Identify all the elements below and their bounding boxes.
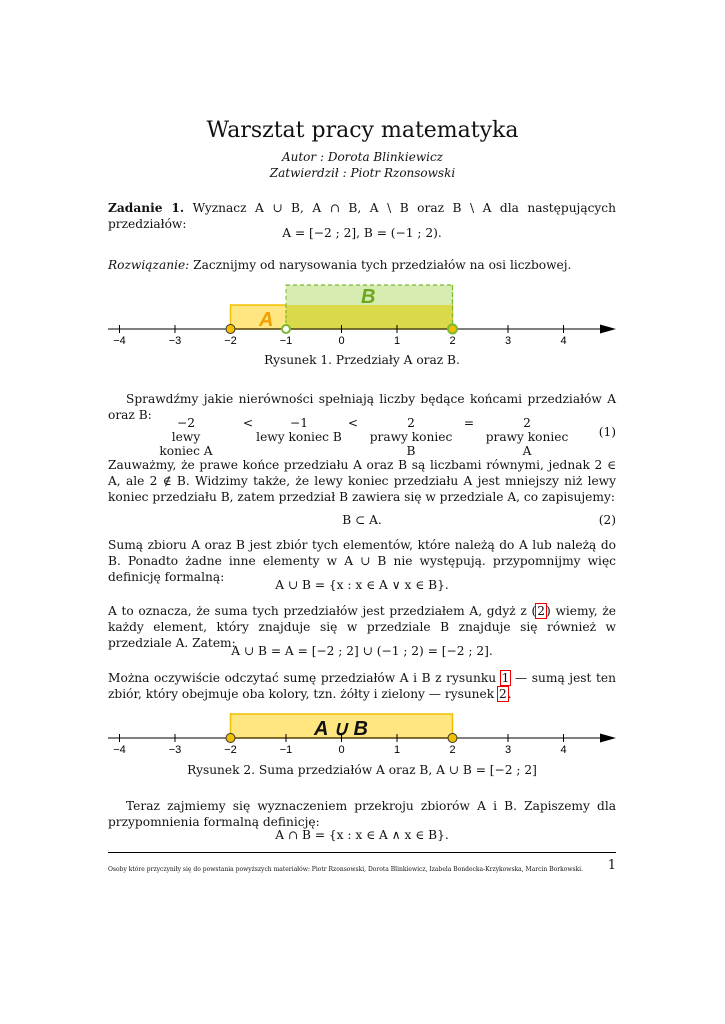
paragraph-6: Teraz zajmiemy się wyznaczeniem przekroju zbiorów A i B. Zapiszemy dla przypomnienia formalną definicję: (108, 799, 616, 829)
cmp-op-2: < (347, 416, 359, 430)
tick-label: 3 (504, 335, 512, 347)
paragraph-1: Sprawdźmy jakie nierówności spełniają liczby będące końcami przedziałów A oraz B: (108, 392, 616, 422)
figure-2-ref-link[interactable]: 2 (499, 687, 507, 701)
tick-label: 1 (393, 744, 401, 756)
interval-overlap (286, 305, 453, 329)
equation-intersection-definition: A ∩ B = {x : x ∈ A ∧ x ∈ B}. (275, 828, 449, 842)
axis-arrow (600, 734, 616, 743)
paragraph-4-part-a: A to oznacza, że suma tych przedziałów jest przedziałem A, gdyż z ( (108, 604, 537, 618)
equation-union-definition: A ∪ B = {x : x ∈ A ∨ x ∈ B}. (275, 578, 449, 592)
label-union: A ∪ B (314, 718, 368, 740)
paragraph-2: Zauważmy, że prawe końce przedziału A oraz B są liczbami równymi, jednak 2 ∈ A, ale 2 ∉ B. Widzimy także, że lewy koniec przedziału A jest mniejszy niż lewy koniec przedziału B, zatem przedział B zawiera się w przedziale A, co zapisujemy: (108, 458, 616, 504)
equation-number-2: (2) (598, 513, 616, 527)
tick-label: −1 (279, 335, 293, 347)
label-b: B (361, 286, 376, 308)
equation-number-1: (1) (598, 425, 616, 439)
solution-paragraph (108, 257, 616, 273)
paragraph-4-part-b: ) wiemy, że każdy element, który znajduje się w przedziale B znajduje się również w przedziale A. Zatem: (108, 604, 617, 650)
tick-label: −4 (113, 744, 126, 756)
solution-text: Zacznijmy od narysowania tych przedziałów na osi liczbowej. (193, 258, 572, 272)
tick-label: 2 (449, 744, 456, 756)
cmp-col-2 (256, 416, 342, 444)
tick-label: 4 (560, 744, 567, 756)
footer-rule (108, 852, 616, 853)
tick-label: −3 (168, 335, 182, 347)
equation-ref-link[interactable]: 2 (537, 604, 545, 618)
cmp-col-1 (150, 416, 222, 458)
tick-label: 1 (393, 335, 401, 347)
solution-label: Rozwiązanie: (108, 258, 190, 272)
equation-union-result: A ∪ B = A = [−2 ; 2] ∪ (−1 ; 2) = [−2 ; 2]. (231, 644, 493, 658)
approved-line: Zatwierdził : Piotr Rzonsowski (269, 166, 456, 180)
figure-1-caption: Rysunek 1. Przedziały A oraz B. (264, 353, 460, 367)
cmp-value: −2 (177, 416, 195, 430)
tick-label: −4 (113, 335, 126, 347)
task-text: Wyznacz A ∪ B, A ∩ B, A \ B oraz B \ A dla następujących przedziałów: (108, 201, 616, 231)
cmp-value: −1 (290, 416, 308, 430)
figure-1-number-line (108, 280, 620, 348)
tick-label: 0 (338, 335, 345, 347)
page-title: Warsztat pracy matematyka (206, 118, 519, 143)
footer-note: Osoby które przyczyniły się do powstania powyższych materiałów: Piotr Rzonsowski, Dorota Blinkiewicz, Izabela Bondecka-Krzykowska, Marcin Borkowski. (108, 866, 584, 873)
tick-label: −2 (224, 744, 237, 756)
paragraph-5 (108, 670, 616, 702)
paragraph-5-part-c: . (507, 687, 512, 701)
task-label: Zadanie 1. (108, 201, 185, 215)
tick-label: −2 (224, 335, 237, 347)
tick-label: 2 (449, 335, 456, 347)
figure-1-ref-link[interactable]: 1 (501, 671, 510, 685)
cmp-col-4 (480, 416, 574, 458)
paragraph-5-part-a: Można oczywiście odczytać sumę przedziałów A i B z rysunku (108, 671, 501, 685)
tick-label: 3 (504, 744, 512, 756)
point-minus-2-closed (226, 325, 235, 334)
cmp-value: 2 (523, 416, 531, 430)
axis-arrow (600, 325, 616, 334)
point-minus-2-closed (226, 734, 235, 743)
cmp-value: 2 (407, 416, 415, 430)
task-intervals: A = [−2 ; 2], B = (−1 ; 2). (282, 226, 442, 240)
cmp-op-3: = (463, 416, 475, 430)
tick-label: −3 (168, 744, 182, 756)
point-2-closed (448, 734, 457, 743)
page-number: 1 (607, 858, 616, 873)
paragraph-5-part-b: — sumą jest ten zbiór, który obejmuje oba kolory, tzn. żółty i zielony — rysunek (108, 671, 616, 701)
figure-2-caption: Rysunek 2. Suma przedziałów A oraz B, A ∪ B = [−2 ; 2] (187, 763, 537, 777)
figure-2-number-line (108, 706, 620, 758)
cmp-col-3 (364, 416, 458, 458)
cmp-label: prawy koniec B (369, 430, 453, 458)
tick-label: −1 (279, 744, 293, 756)
tick-label: 4 (560, 335, 567, 347)
author-line: Autor : Dorota Blinkiewicz (281, 150, 444, 164)
cmp-op-1: < (242, 416, 254, 430)
tick-label: 0 (338, 744, 345, 756)
label-a: A (259, 309, 274, 331)
cmp-label: prawy koniec A (485, 430, 569, 458)
cmp-label: lewy koniec B (256, 430, 342, 444)
paragraph-3: Sumą zbioru A oraz B jest zbiór tych elementów, które należą do A lub należą do B. Ponadto żadne inne elementy w A ∪ B nie występują. przypomnijmy więc definicję formalną: (108, 538, 616, 584)
cmp-label: lewy koniec A (159, 430, 213, 458)
point-minus-1-open (282, 325, 290, 333)
point-2 (448, 325, 457, 334)
equation-2: B ⊂ A. (342, 513, 382, 527)
